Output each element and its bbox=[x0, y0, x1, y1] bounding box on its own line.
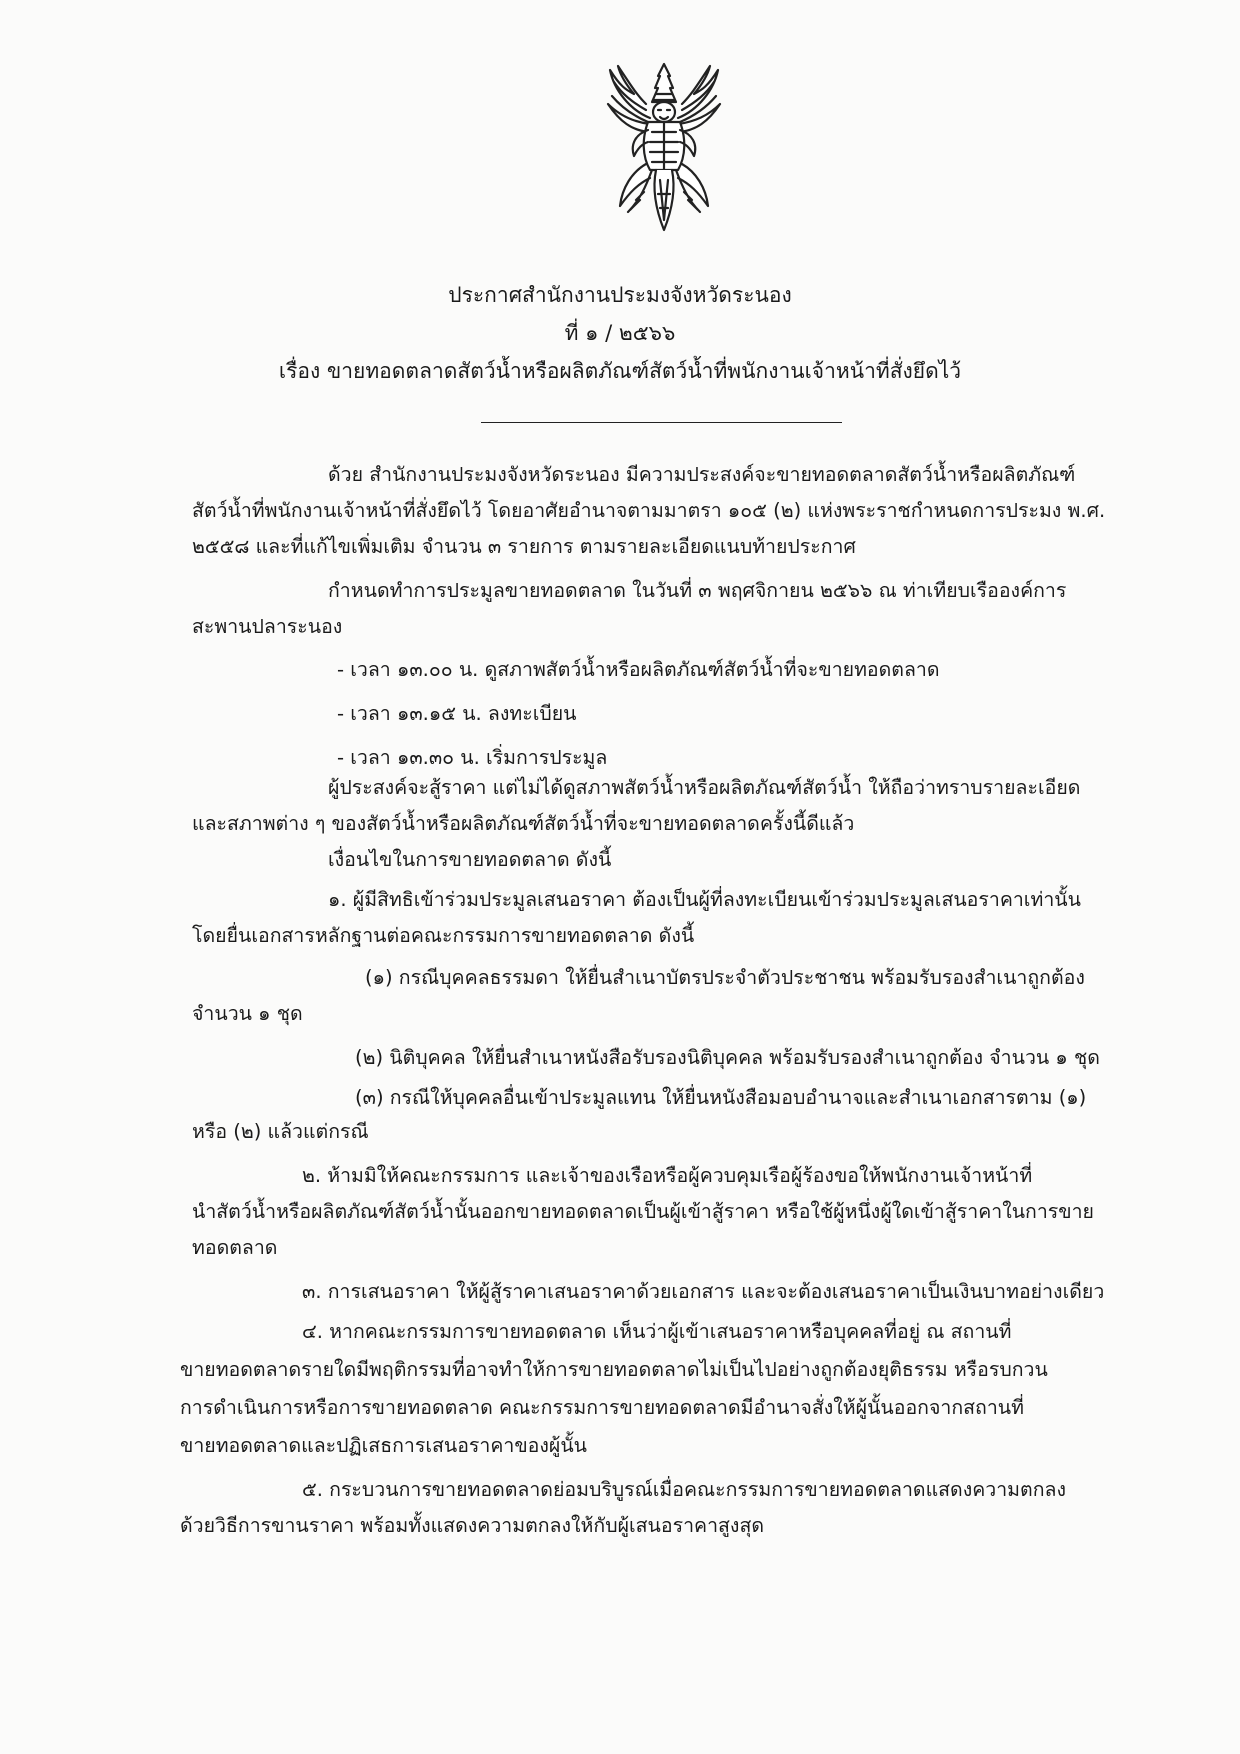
time-item: - เวลา ๑๓.๑๕ น. ลงทะเบียน bbox=[337, 702, 577, 725]
garuda-emblem-icon bbox=[600, 60, 728, 236]
condition-1c-line-1: (๓) กรณีให้บุคคลอื่นเข้าประมูลแทน ให้ยื่นหนังสือมอบอำนาจและสำเนาเอกสารตาม (๑) bbox=[355, 1086, 1087, 1109]
schedule-line-1: กำหนดทำการประมูลขายทอดตลาด ในวันที่ ๓ พฤศจิกายน ๒๕๖๖ ณ ท่าเทียบเรือองค์การ bbox=[328, 579, 1067, 602]
condition-1c-line-2: หรือ (๒) แล้วแต่กรณี bbox=[192, 1120, 369, 1143]
condition-3: ๓. การเสนอราคา ให้ผู้สู้ราคาเสนอราคาด้วยเอกสาร และจะต้องเสนอราคาเป็นเงินบาทอย่างเดียว bbox=[302, 1280, 1105, 1303]
notice-line-2: และสภาพต่าง ๆ ของสัตว์น้ำหรือผลิตภัณฑ์สัตว์น้ำที่จะขายทอดตลาดครั้งนี้ดีแล้ว bbox=[192, 812, 855, 835]
condition-4-line-3: การดำเนินการหรือการขายทอดตลาด คณะกรรมการขายทอดตลาดมีอำนาจสั่งให้ผู้นั้นออกจากสถานที่ bbox=[180, 1396, 1024, 1419]
intro-line-3: ๒๕๕๘ และที่แก้ไขเพิ่มเติม จำนวน ๓ รายการ ตามรายละเอียดแนบท้ายประกาศ bbox=[192, 535, 856, 558]
condition-1a-line-1: (๑) กรณีบุคคลธรรมดา ให้ยื่นสำเนาบัตรประจำตัวประชาชน พร้อมรับรองสำเนาถูกต้อง bbox=[365, 966, 1085, 989]
announcement-subject: เรื่อง ขายทอดตลาดสัตว์น้ำหรือผลิตภัณฑ์สัตว์น้ำที่พนักงานเจ้าหน้าที่สั่งยึดไว้ bbox=[278, 359, 962, 383]
condition-1b: (๒) นิติบุคคล ให้ยื่นสำเนาหนังสือรับรองนิติบุคคล พร้อมรับรองสำเนาถูกต้อง จำนวน ๑ ชุด bbox=[355, 1046, 1100, 1069]
conditions-heading: เงื่อนไขในการขายทอดตลาด ดังนี้ bbox=[328, 848, 612, 871]
condition-4-line-4: ขายทอดตลาดและปฏิเสธการเสนอราคาของผู้นั้น bbox=[180, 1434, 587, 1457]
condition-2-line-3: ทอดตลาด bbox=[192, 1236, 278, 1259]
time-item: - เวลา ๑๓.๓๐ น. เริ่มการประมูล bbox=[337, 746, 608, 769]
condition-5-line-1: ๕. กระบวนการขายทอดตลาดย่อมบริบูรณ์เมื่อคณะกรรมการขายทอดตลาดแสดงความตกลง bbox=[302, 1478, 1066, 1501]
condition-1-line-2: โดยยื่นเอกสารหลักฐานต่อคณะกรรมการขายทอดตลาด ดังนี้ bbox=[192, 924, 695, 947]
schedule-line-2: สะพานปลาระนอง bbox=[192, 615, 343, 638]
intro-line-1: ด้วย สำนักงานประมงจังหวัดระนอง มีความประสงค์จะขายทอดตลาดสัตว์น้ำหรือผลิตภัณฑ์ bbox=[328, 463, 1076, 486]
announcement-number: ที่ ๑ / ๒๕๖๖ bbox=[564, 321, 676, 345]
intro-line-2: สัตว์น้ำที่พนักงานเจ้าหน้าที่สั่งยึดไว้ โดยอาศัยอำนาจตามมาตรา ๑๐๕ (๒) แห่งพระราชกำหนดการประมง พ.ศ. bbox=[192, 499, 1106, 522]
notice-line-1: ผู้ประสงค์จะสู้ราคา แต่ไม่ได้ดูสภาพสัตว์น้ำหรือผลิตภัณฑ์สัตว์น้ำ ให้ถือว่าทราบรายละเอียด bbox=[328, 776, 1081, 799]
condition-4-line-2: ขายทอดตลาดรายใดมีพฤติกรรมที่อาจทำให้การขายทอดตลาดไม่เป็นไปอย่างถูกต้องยุติธรรม หรือรบกวน bbox=[180, 1358, 1048, 1381]
condition-5-line-2: ด้วยวิธีการขานราคา พร้อมทั้งแสดงความตกลงให้กับผู้เสนอราคาสูงสุด bbox=[180, 1514, 765, 1537]
announcement-title: ประกาศสำนักงานประมงจังหวัดระนอง bbox=[448, 283, 792, 307]
time-item: - เวลา ๑๓.๐๐ น. ดูสภาพสัตว์น้ำหรือผลิตภัณฑ์สัตว์น้ำที่จะขายทอดตลาด bbox=[337, 658, 940, 681]
condition-1-line-1: ๑. ผู้มีสิทธิเข้าร่วมประมูลเสนอราคา ต้องเป็นผู้ที่ลงทะเบียนเข้าร่วมประมูลเสนอราคาเท่านั้น bbox=[328, 888, 1081, 911]
header-divider bbox=[481, 422, 842, 423]
condition-2-line-1: ๒. ห้ามมิให้คณะกรรมการ และเจ้าของเรือหรือผู้ควบคุมเรือผู้ร้องขอให้พนักงานเจ้าหน้าที่ bbox=[302, 1164, 1033, 1187]
condition-2-line-2: นำสัตว์น้ำหรือผลิตภัณฑ์สัตว์น้ำนั้นออกขายทอดตลาดเป็นผู้เข้าสู้ราคา หรือใช้ผู้หนึ่งผู้ใดเข้าสู้ราคาในการขาย bbox=[192, 1200, 1094, 1223]
condition-4-line-1: ๔. หากคณะกรรมการขายทอดตลาด เห็นว่าผู้เข้าเสนอราคาหรือบุคคลที่อยู่ ณ สถานที่ bbox=[302, 1320, 1012, 1343]
condition-1a-line-2: จำนวน ๑ ชุด bbox=[192, 1002, 303, 1025]
